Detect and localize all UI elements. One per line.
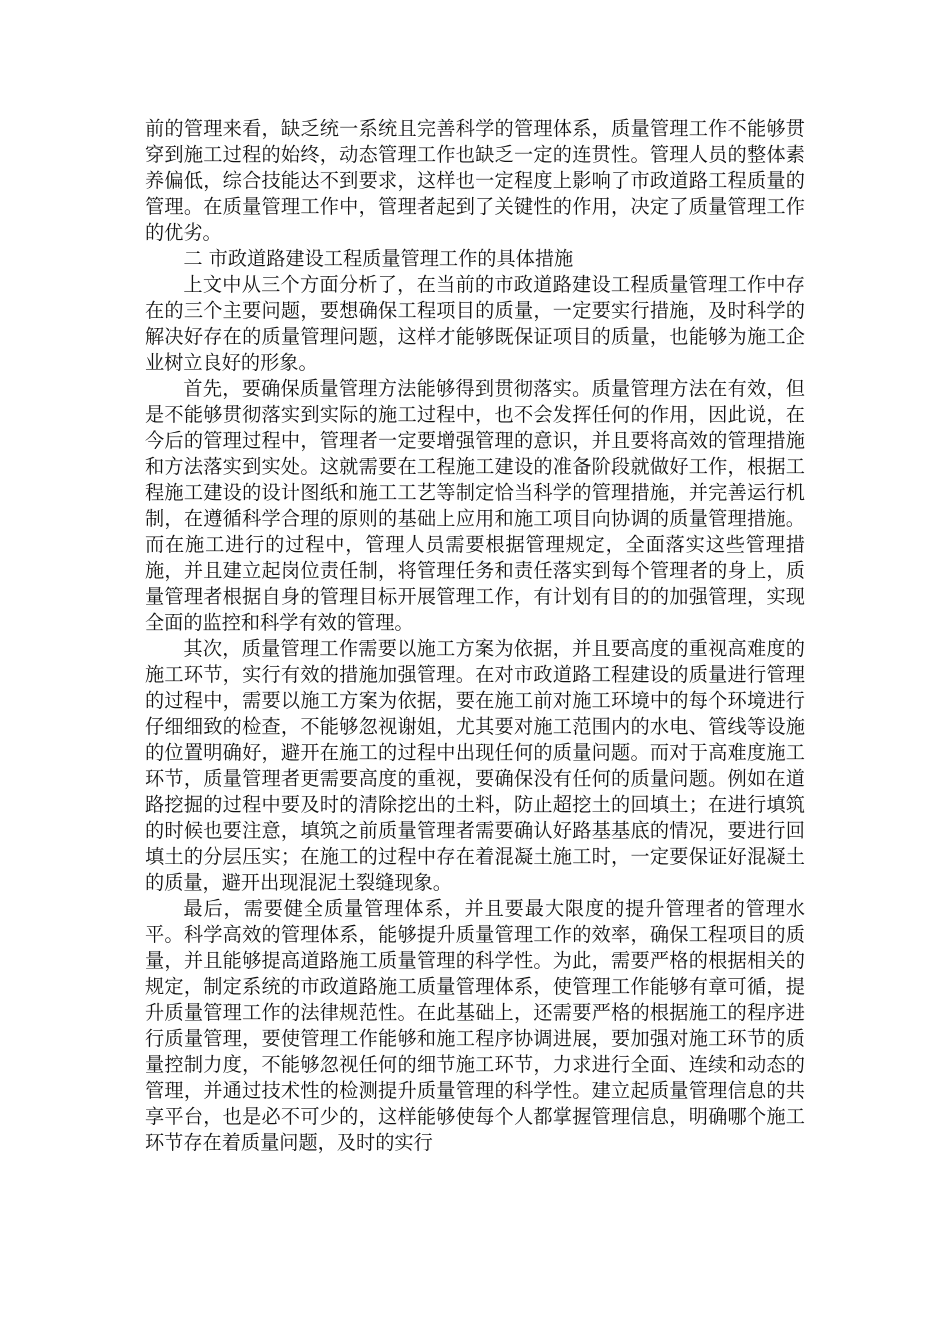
paragraph-final-measure: 最后，需要健全质量管理体系，并且要最大限度的提升管理者的管理水平。科学高效的管理体系，能够提升质量管理工作的效率，确保工程项目的质量，并且能够提高道路施工质量管理的科学性。为此，需要严格的根据相关的规定，制定系统的市政道路施工质量管理体系，使管理工作能够有章可循，提升质量管理工作的法律规范性。在此基础上，还需要严格的根据施工的程序进行质量管理，要使管理工作能够和施工程序协调进展，要加强对施工环节的质量控制力度，不能够忽视任何的细节施工环节，力求进行全面、连续和动态的管理，并通过技术性的检测提升质量管理的科学性。建立起质量管理信息的共享平台，也是必不可少的，这样能够使每个人都掌握管理信息，明确哪个施工环节存在着质量问题，及时的实行: [145, 897, 805, 1154]
paragraph-second-measure: 其次，质量管理工作需要以施工方案为依据，并且要高度的重视高难度的施工环节，实行有效的措施加强管理。在对市政道路工程建设的质量进行管理的过程中，需要以施工方案为依据，要在施工前对施工环境中的每个环境进行仔细细致的检查，不能够忽视谢姐，尤其要对施工范围内的水电、管线等设施的位置明确好，避开在施工的过程中出现任何的质量问题。而对于高难度施工环节，质量管理者更需要高度的重视，要确保没有任何的质量问题。例如在道路挖掘的过程中要及时的清除挖出的土料，防止超挖土的回填土；在进行填筑的时候也要注意，填筑之前质量管理者需要确认好路基基底的情况，要进行回填土的分层压实；在施工的过程中存在着混凝土施工时，一定要保证好混凝土的质量，避开出现混泥土裂缝现象。: [145, 637, 805, 894]
paragraph-first-measure: 首先，要确保质量管理方法能够得到贯彻落实。质量管理方法在有效，但是不能够贯彻落实到实际的施工过程中，也不会发挥任何的作用，因此说，在今后的管理过程中，管理者一定要增强管理的意识，并且要将高效的管理措施和方法落实到实处。这就需要在工程施工建设的准备阶段就做好工作，根据工程施工建设的设计图纸和施工工艺等制定恰当科学的管理措施，并完善运行机制，在遵循科学合理的原则的基础上应用和施工项目向协调的质量管理措施。而在施工进行的过程中，管理人员需要根据管理规定，全面落实这些管理措施，并且建立起岗位责任制，将管理任务和责任落实到每个管理者的身上，质量管理者根据自身的管理目标开展管理工作，有计划有目的的加强管理，实现全面的监控和科学有效的管理。: [145, 377, 805, 634]
section-heading: 二 市政道路建设工程质量管理工作的具体措施: [183, 247, 574, 270]
paragraph-intro-continuation: 前的管理来看，缺乏统一系统且完善科学的管理体系，质量管理工作不能够贯穿到施工过程的始终，动态管理工作也缺乏一定的连贯性。管理人员的整体素养偏低，综合技能达不到要求，这样也一定程度上影响了市政道路工程质量的管理。在质量管理工作中，管理者起到了关键性的作用，决定了质量管理工作的优劣。: [145, 117, 805, 244]
document-body: [145, 116, 805, 1156]
paragraph-overview: 上文中从三个方面分析了，在当前的市政道路建设工程质量管理工作中存在的三个主要问题，要想确保工程项目的质量，一定要实行措施，及时科学的解决好存在的质量管理问题，这样才能够既保证项目的质量，也能够为施工企业树立良好的形象。: [145, 273, 805, 374]
